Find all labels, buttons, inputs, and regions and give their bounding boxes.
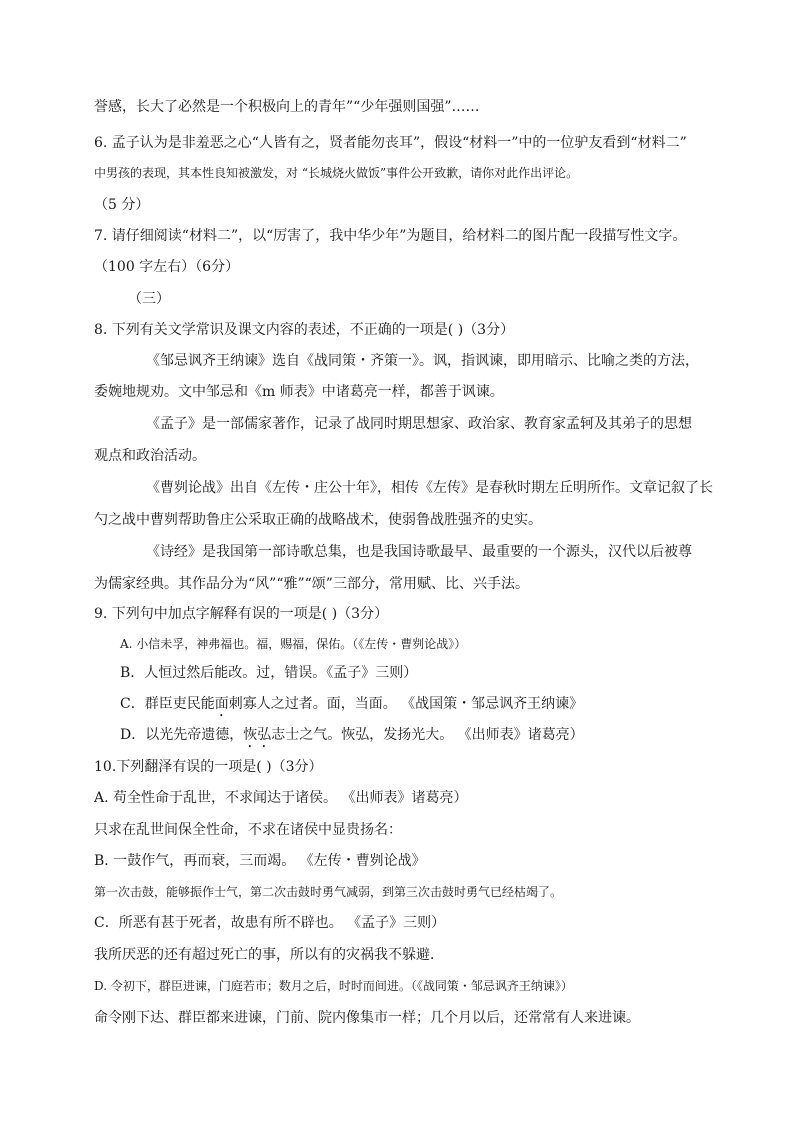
question-9-option-b: B．人恒过然后能改。过，错误。《孟子》三则） — [120, 665, 418, 681]
question-10-option-b: B. 一鼓作气，再而衰，三而竭。 《左传・曹刿论战》 — [94, 853, 426, 869]
question-10: 10.下列翻泽有误的一项是( )（3分） — [94, 759, 323, 775]
dotted-word: 恢弘 — [243, 727, 272, 743]
question-7-line-1: 7. 请仔细阅读“材料二”，以“厉害了，我中华少年”为题目，给材料二的图片配一段描写性文字。 — [94, 228, 687, 244]
question-8: 8. 下列有关文学常识及课文内容的表述，不正确的一项是( )（3分） — [94, 322, 515, 338]
option-d-text: D．以光先帝遗德， — [120, 727, 244, 743]
question-10-option-d-translation: 命令刚下达、群臣都来进谏，门前、院内像集市一样；几个月以后，还常常有人来进谏。 — [94, 1010, 640, 1026]
question-6-line-2: 中男孩的表现，其本性良知被激发，对 “长城烧火做饭”事件公开致歉，请你对此作出评论。 — [94, 166, 579, 180]
question-8-option-1-line-1: 《邹忌讽齐王纳谏》选自《战同策・齐策一》。讽，指讽谏，即用暗示、比喻之类的方法， — [146, 353, 699, 369]
question-9: 9. 下列句中加点字解释有误的一项是( )（3分） — [94, 606, 389, 622]
section-heading: （三） — [128, 291, 170, 307]
question-8-option-3-line-2: 勺之战中曹刿帮助鲁庄公采取正确的战略战术，使弱鲁战胜强齐的史实。 — [94, 512, 542, 528]
question-10-option-c-translation: 我所厌恶的还有超过死亡的事，所以有的灾祸我不躲避． — [94, 947, 444, 963]
option-d-text-rest: 志士之气。恢弘，发扬光大。 《出师表》诸葛亮） — [271, 727, 584, 743]
question-8-option-2-line-1: 《孟子》是一部儒家著作，记录了战同时期思想家、政治家、教育家孟轲及其弟子的思想 — [146, 416, 692, 432]
question-7-line-2: （100 字左右）（6分） — [94, 259, 240, 275]
question-10-option-c: C．所恶有甚于死者，故患有所不辟也。 《孟子》三则） — [94, 915, 446, 931]
question-8-option-3-line-1: 《曹刿论战》出自《左传・庄公十年》，相传《左传》是春秋时期左丘明所作。文章记叙了长 — [146, 480, 713, 496]
question-8-option-2-line-2: 观点和政治活动。 — [94, 448, 206, 464]
dotted-word: 面 — [214, 696, 229, 712]
text-line: 誉感，长大了必然是一个积极向上的青年”“少年强则国强”…… — [94, 99, 480, 115]
question-10-option-a: A. 苟全性命于乱世，不求闻达于诸侯。 《出师表》诸葛亮） — [94, 790, 468, 806]
question-9-option-a: A. 小信未孚，神弗福也。福，赐福，保佑。（《左传・曹刿论战》） — [120, 637, 467, 651]
question-6-score: （5 分） — [94, 197, 150, 213]
question-8-option-4-line-2: 为儒家经典。其作品分为“风”“雅”“颂”三部分，常用赋、比、兴手法。 — [94, 576, 529, 592]
question-6-line-1: 6. 孟子认为是非羞恶之心“人皆有之，贤者能勿丧耳”，假设“材料一”中的一位驴友看到“材料二” — [94, 135, 687, 151]
question-9-option-c — [120, 694, 583, 720]
question-8-option-1-line-2: 委婉地规劝。文中邹忌和《m 师表》中诸葛亮一样，都善于讽谏。 — [94, 384, 504, 400]
question-9-option-d — [120, 725, 584, 751]
question-10-option-d: D. 令初下，群臣进谏，门庭若市；数月之后，时时而间进。（《战同策・邹忌讽齐王纳谏》） — [94, 979, 573, 993]
option-c-text: C．群臣吏民能 — [120, 696, 215, 712]
question-8-option-4-line-1: 《诗经》是我国第一部诗歌总集，也是我国诗歌最早、最重要的一个源头，汉代以后被尊 — [146, 544, 692, 560]
question-10-option-b-translation: 第一次击鼓，能够振作士气，第二次击鼓时勇气减弱，到第三次击鼓时勇气已经枯竭了。 — [94, 885, 563, 899]
option-c-text-rest: 刺寡人之过者。面，当面。 《战国策・邹忌讽齐王纳谏》 — [228, 696, 584, 712]
question-10-option-a-translation: 只求在乱世间保全性命，不求在诸侯中显贵扬名： — [94, 822, 402, 838]
